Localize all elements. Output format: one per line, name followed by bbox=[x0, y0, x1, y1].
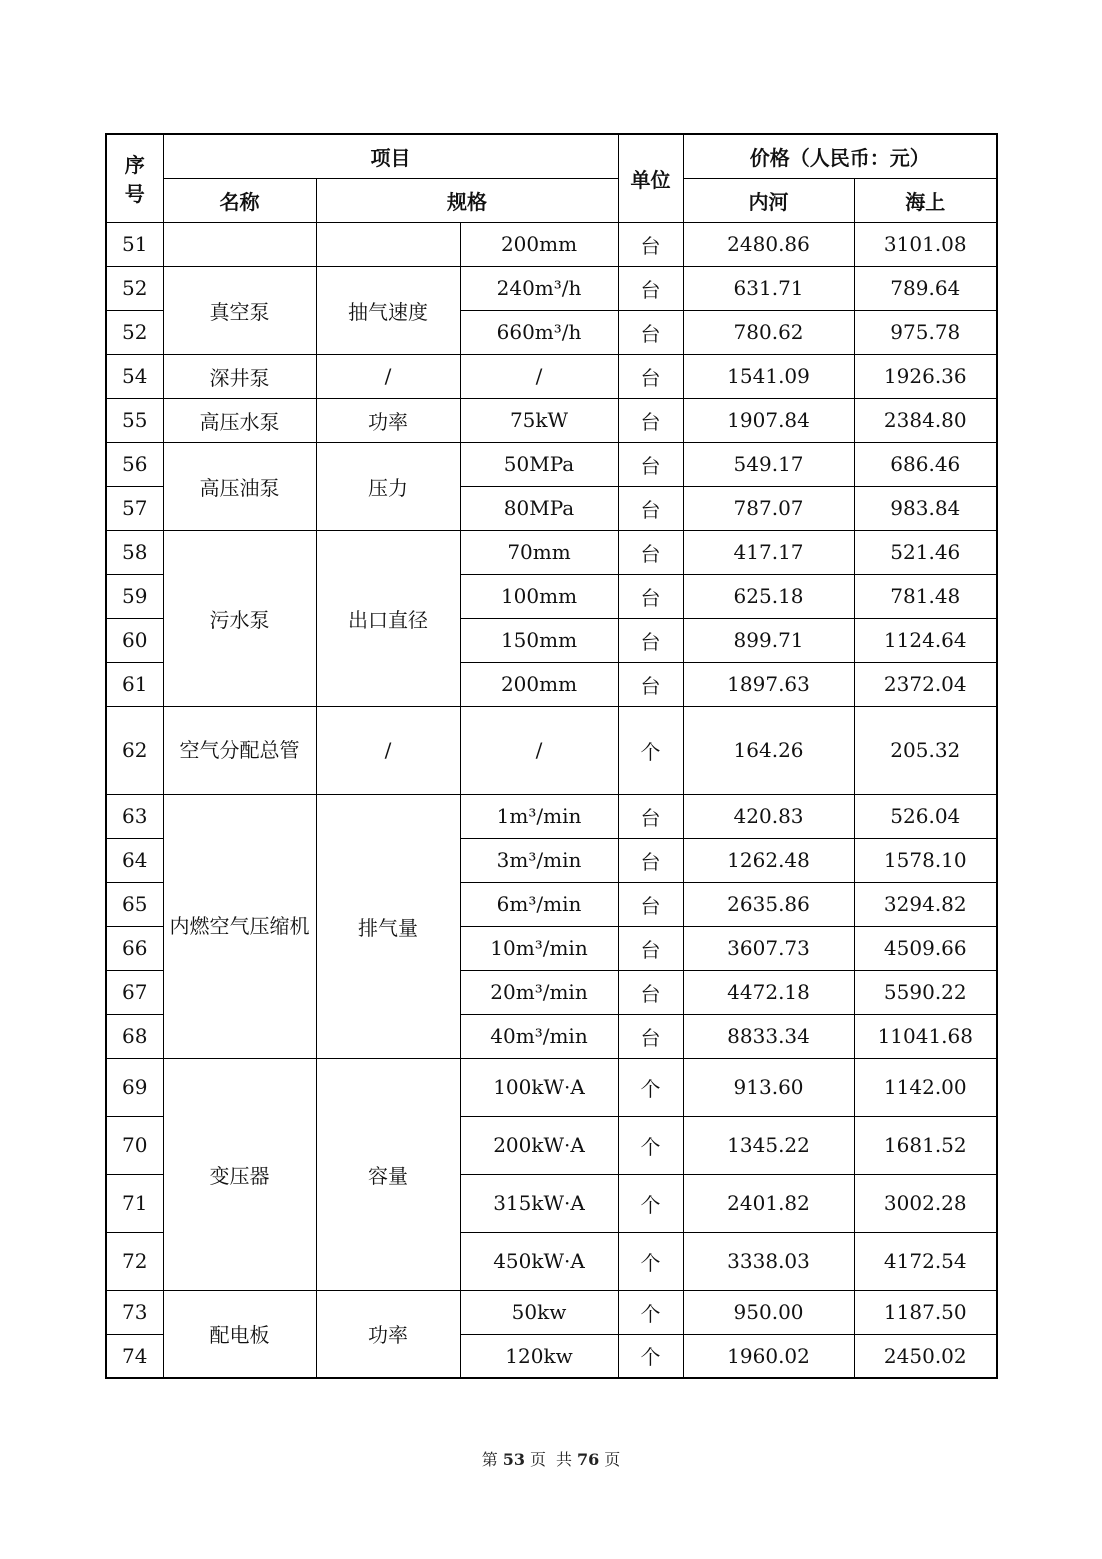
row-spec: 1m³/min bbox=[460, 794, 618, 838]
row-sea-price: 1142.00 bbox=[854, 1058, 997, 1116]
row-sea-price: 2450.02 bbox=[854, 1334, 997, 1378]
row-spec: 6m³/min bbox=[460, 882, 618, 926]
row-spec: 120kw bbox=[460, 1334, 618, 1378]
row-no: 58 bbox=[106, 530, 163, 574]
row-no: 64 bbox=[106, 838, 163, 882]
table-row bbox=[106, 794, 997, 838]
name-header: 名称 bbox=[163, 178, 316, 222]
row-no: 68 bbox=[106, 1014, 163, 1058]
price-header: 价格（人民币：元） bbox=[683, 134, 997, 178]
row-inland-price: 1897.63 bbox=[683, 662, 854, 706]
row-spec: 100mm bbox=[460, 574, 618, 618]
row-spec-type: 功率 bbox=[316, 398, 460, 442]
row-name bbox=[163, 222, 316, 266]
row-name: 深井泵 bbox=[163, 354, 316, 398]
row-sea-price: 1187.50 bbox=[854, 1290, 997, 1334]
row-name: 配电板 bbox=[163, 1290, 316, 1378]
row-sea-price: 2372.04 bbox=[854, 662, 997, 706]
row-unit: 台 bbox=[618, 266, 683, 310]
header-row-1 bbox=[106, 134, 997, 178]
header-row-2 bbox=[106, 178, 997, 222]
row-spec: 660m³/h bbox=[460, 310, 618, 354]
unit-header: 单位 bbox=[618, 134, 683, 222]
table-row bbox=[106, 354, 997, 398]
row-spec: 70mm bbox=[460, 530, 618, 574]
row-unit: 台 bbox=[618, 486, 683, 530]
row-inland-price: 1345.22 bbox=[683, 1116, 854, 1174]
row-unit: 台 bbox=[618, 530, 683, 574]
row-unit: 个 bbox=[618, 1116, 683, 1174]
row-inland-price: 787.07 bbox=[683, 486, 854, 530]
row-spec: / bbox=[460, 706, 618, 794]
row-unit: 个 bbox=[618, 1232, 683, 1290]
table-row bbox=[106, 442, 997, 486]
row-sea-price: 205.32 bbox=[854, 706, 997, 794]
row-inland-price: 1541.09 bbox=[683, 354, 854, 398]
row-inland-price: 631.71 bbox=[683, 266, 854, 310]
row-no: 60 bbox=[106, 618, 163, 662]
row-sea-price: 2384.80 bbox=[854, 398, 997, 442]
row-spec: 50MPa bbox=[460, 442, 618, 486]
row-inland-price: 1907.84 bbox=[683, 398, 854, 442]
row-no: 52 bbox=[106, 310, 163, 354]
row-no: 51 bbox=[106, 222, 163, 266]
row-sea-price: 11041.68 bbox=[854, 1014, 997, 1058]
row-spec-type: 抽气速度 bbox=[316, 266, 460, 354]
row-name: 变压器 bbox=[163, 1058, 316, 1290]
row-unit: 个 bbox=[618, 1058, 683, 1116]
row-spec-type: 功率 bbox=[316, 1290, 460, 1378]
row-unit: 台 bbox=[618, 354, 683, 398]
row-no: 55 bbox=[106, 398, 163, 442]
row-sea-price: 3101.08 bbox=[854, 222, 997, 266]
row-spec: 200mm bbox=[460, 222, 618, 266]
row-name: 污水泵 bbox=[163, 530, 316, 706]
row-no: 63 bbox=[106, 794, 163, 838]
row-no: 73 bbox=[106, 1290, 163, 1334]
row-inland-price: 164.26 bbox=[683, 706, 854, 794]
row-sea-price: 686.46 bbox=[854, 442, 997, 486]
row-inland-price: 950.00 bbox=[683, 1290, 854, 1334]
row-sea-price: 983.84 bbox=[854, 486, 997, 530]
row-no: 66 bbox=[106, 926, 163, 970]
row-spec: 3m³/min bbox=[460, 838, 618, 882]
row-unit: 台 bbox=[618, 662, 683, 706]
row-sea-price: 781.48 bbox=[854, 574, 997, 618]
row-spec-type: / bbox=[316, 354, 460, 398]
row-sea-price: 5590.22 bbox=[854, 970, 997, 1014]
row-unit: 台 bbox=[618, 398, 683, 442]
row-inland-price: 625.18 bbox=[683, 574, 854, 618]
footer-page-word: 页 bbox=[529, 1450, 546, 1469]
row-inland-price: 3338.03 bbox=[683, 1232, 854, 1290]
table-row bbox=[106, 706, 997, 794]
row-spec: 10m³/min bbox=[460, 926, 618, 970]
table-row bbox=[106, 398, 997, 442]
row-unit: 个 bbox=[618, 1174, 683, 1232]
row-spec: 200mm bbox=[460, 662, 618, 706]
footer-page-number: 53 bbox=[502, 1450, 525, 1469]
row-spec: 150mm bbox=[460, 618, 618, 662]
row-spec: 100kW·A bbox=[460, 1058, 618, 1116]
row-unit: 台 bbox=[618, 1014, 683, 1058]
row-spec-type: 压力 bbox=[316, 442, 460, 530]
price-table bbox=[105, 133, 998, 1379]
row-no: 59 bbox=[106, 574, 163, 618]
row-spec: 315kW·A bbox=[460, 1174, 618, 1232]
table-row bbox=[106, 1058, 997, 1116]
row-inland-price: 1262.48 bbox=[683, 838, 854, 882]
row-spec: 75kW bbox=[460, 398, 618, 442]
row-sea-price: 526.04 bbox=[854, 794, 997, 838]
row-spec: 80MPa bbox=[460, 486, 618, 530]
row-sea-price: 4509.66 bbox=[854, 926, 997, 970]
row-unit: 台 bbox=[618, 574, 683, 618]
footer-prefix: 第 bbox=[481, 1450, 498, 1469]
row-inland-price: 420.83 bbox=[683, 794, 854, 838]
row-unit: 台 bbox=[618, 882, 683, 926]
row-sea-price: 789.64 bbox=[854, 266, 997, 310]
row-inland-price: 1960.02 bbox=[683, 1334, 854, 1378]
row-sea-price: 521.46 bbox=[854, 530, 997, 574]
row-spec: 20m³/min bbox=[460, 970, 618, 1014]
row-unit: 个 bbox=[618, 706, 683, 794]
row-unit: 个 bbox=[618, 1334, 683, 1378]
inland-header: 内河 bbox=[683, 178, 854, 222]
row-unit: 台 bbox=[618, 926, 683, 970]
table-row bbox=[106, 530, 997, 574]
row-spec: 450kW·A bbox=[460, 1232, 618, 1290]
row-name: 真空泵 bbox=[163, 266, 316, 354]
spec-header: 规格 bbox=[316, 178, 618, 222]
row-no: 62 bbox=[106, 706, 163, 794]
row-no: 69 bbox=[106, 1058, 163, 1116]
row-spec-type: 出口直径 bbox=[316, 530, 460, 706]
row-spec-type: 排气量 bbox=[316, 794, 460, 1058]
row-no: 71 bbox=[106, 1174, 163, 1232]
row-spec-type bbox=[316, 222, 460, 266]
row-name: 空气分配总管 bbox=[163, 706, 316, 794]
row-unit: 台 bbox=[618, 970, 683, 1014]
table-row bbox=[106, 1290, 997, 1334]
row-inland-price: 780.62 bbox=[683, 310, 854, 354]
row-spec: 200kW·A bbox=[460, 1116, 618, 1174]
row-inland-price: 549.17 bbox=[683, 442, 854, 486]
row-sea-price: 1578.10 bbox=[854, 838, 997, 882]
row-spec-type: 容量 bbox=[316, 1058, 460, 1290]
page-footer bbox=[0, 1447, 1102, 1470]
row-inland-price: 3607.73 bbox=[683, 926, 854, 970]
row-inland-price: 417.17 bbox=[683, 530, 854, 574]
row-name: 内燃空气压缩机 bbox=[163, 794, 316, 1058]
row-inland-price: 8833.34 bbox=[683, 1014, 854, 1058]
row-inland-price: 2401.82 bbox=[683, 1174, 854, 1232]
row-sea-price: 3002.28 bbox=[854, 1174, 997, 1232]
row-inland-price: 899.71 bbox=[683, 618, 854, 662]
row-no: 65 bbox=[106, 882, 163, 926]
footer-total-pages: 76 bbox=[577, 1450, 600, 1469]
row-inland-price: 4472.18 bbox=[683, 970, 854, 1014]
row-no: 72 bbox=[106, 1232, 163, 1290]
row-sea-price: 975.78 bbox=[854, 310, 997, 354]
sea-header: 海上 bbox=[854, 178, 997, 222]
row-sea-price: 3294.82 bbox=[854, 882, 997, 926]
row-inland-price: 2635.86 bbox=[683, 882, 854, 926]
row-inland-price: 2480.86 bbox=[683, 222, 854, 266]
row-no: 67 bbox=[106, 970, 163, 1014]
table-row bbox=[106, 266, 997, 310]
item-header: 项目 bbox=[163, 134, 618, 178]
row-sea-price: 4172.54 bbox=[854, 1232, 997, 1290]
row-unit: 台 bbox=[618, 222, 683, 266]
row-no: 52 bbox=[106, 266, 163, 310]
row-no: 70 bbox=[106, 1116, 163, 1174]
table-row bbox=[106, 222, 997, 266]
row-no: 61 bbox=[106, 662, 163, 706]
row-no: 74 bbox=[106, 1334, 163, 1378]
row-inland-price: 913.60 bbox=[683, 1058, 854, 1116]
row-unit: 台 bbox=[618, 838, 683, 882]
row-name: 高压油泵 bbox=[163, 442, 316, 530]
row-no: 54 bbox=[106, 354, 163, 398]
row-no: 56 bbox=[106, 442, 163, 486]
row-unit: 台 bbox=[618, 442, 683, 486]
row-spec: 240m³/h bbox=[460, 266, 618, 310]
footer-total-word: 共 bbox=[556, 1450, 573, 1469]
seq-header: 序 号 bbox=[106, 134, 163, 222]
row-spec-type: / bbox=[316, 706, 460, 794]
row-sea-price: 1681.52 bbox=[854, 1116, 997, 1174]
row-name: 高压水泵 bbox=[163, 398, 316, 442]
row-spec: 50kw bbox=[460, 1290, 618, 1334]
row-unit: 个 bbox=[618, 1290, 683, 1334]
row-spec: / bbox=[460, 354, 618, 398]
row-no: 57 bbox=[106, 486, 163, 530]
row-unit: 台 bbox=[618, 310, 683, 354]
row-unit: 台 bbox=[618, 794, 683, 838]
row-spec: 40m³/min bbox=[460, 1014, 618, 1058]
footer-suffix: 页 bbox=[604, 1450, 621, 1469]
row-sea-price: 1926.36 bbox=[854, 354, 997, 398]
row-sea-price: 1124.64 bbox=[854, 618, 997, 662]
row-unit: 台 bbox=[618, 618, 683, 662]
